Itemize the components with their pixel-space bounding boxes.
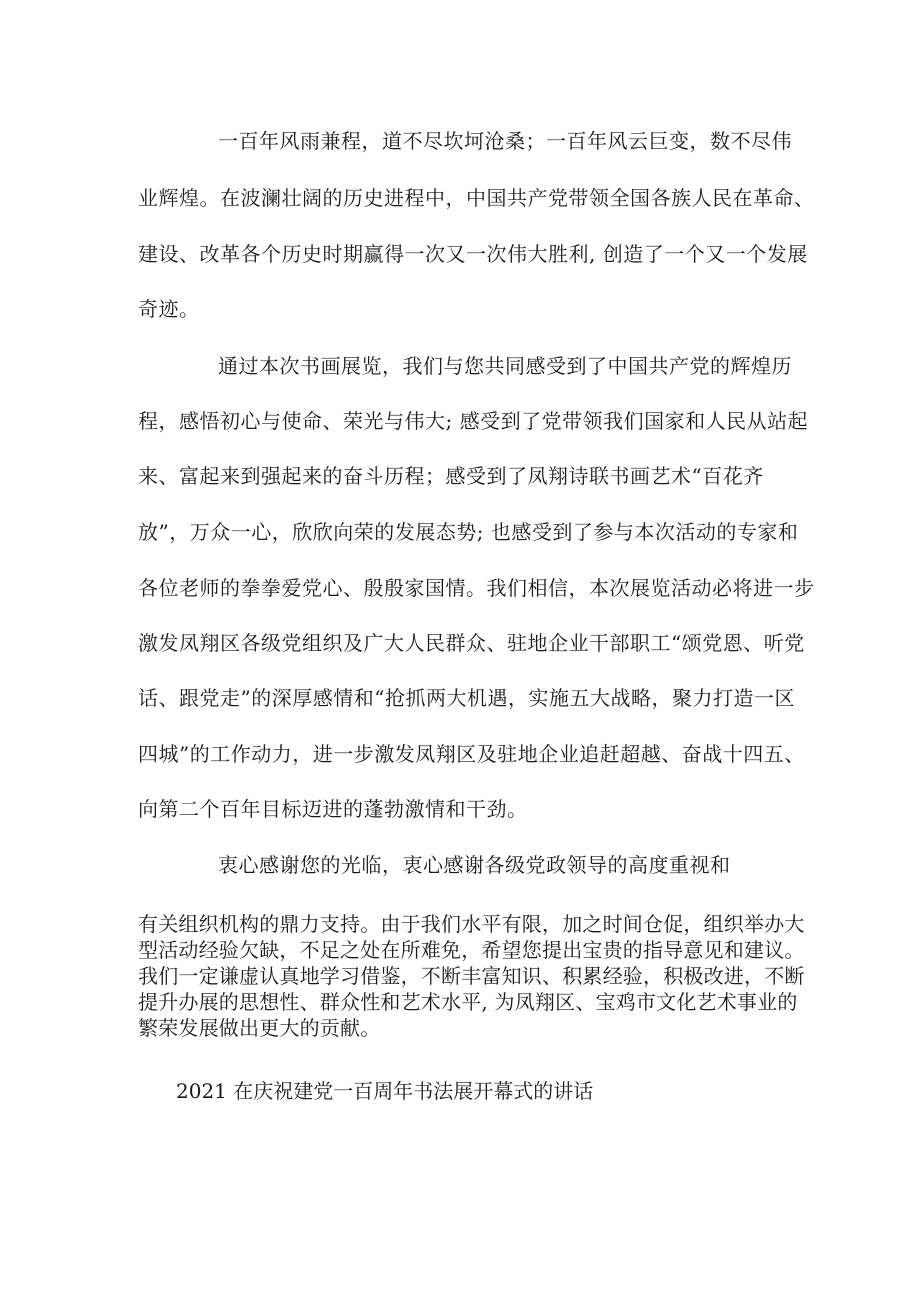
paragraph-2-line-5: 各位老师的拳拳爱党心、殷殷家国情。我们相信，本次展览活动必将进一步	[138, 576, 815, 600]
paragraph-2-line-1: 通过本次书画展览，我们与您共同感受到了中国共产党的辉煌历	[218, 354, 792, 378]
paragraph-2-line-8: 四城”的工作动力，进一步激发凤翔区及驻地企业追赶超越、奋战十四五、	[138, 742, 805, 766]
paragraph-1-line-3: 建设、改革各个历史时期赢得一次又一次伟大胜利, 创造了一个又一个发展	[138, 242, 808, 266]
paragraph-4-line-3: 我们一定谦虚认真地学习借鉴，不断丰富知识、积累经验，积极改进，不断	[138, 964, 805, 988]
speech-title: 2021 在庆祝建党一百周年书法展开幕式的讲话	[176, 1079, 594, 1103]
paragraph-4-line-2: 型活动经验欠缺，不足之处在所难免，希望您提出宝贵的指导意见和建议。	[138, 938, 805, 962]
paragraph-2-line-9: 向第二个百年目标迈进的蓬勃激情和干劲。	[138, 797, 528, 821]
paragraph-3-line-1: 衷心感谢您的光临，衷心感谢各级党政领导的高度重视和	[218, 853, 731, 877]
paragraph-4-line-4: 提升办展的思想性、群众性和艺术水平, 为凤翔区、宝鸡市文化艺术事业的	[138, 990, 798, 1014]
paragraph-2-line-2: 程，感悟初心与使命、荣光与伟大; 感受到了党带领我们国家和人民从站起	[138, 409, 809, 433]
paragraph-2-line-6: 激发凤翔区各级党组织及广大人民群众、驻地企业干部职工“颂党恩、听党	[138, 631, 805, 655]
paragraph-4-line-1: 有关组织机构的鼎力支持。由于我们水平有限，加之时间仓促，组织举办大	[138, 912, 805, 936]
paragraph-1-line-4: 奇迹。	[138, 297, 200, 321]
paragraph-2-line-3: 来、富起来到强起来的奋斗历程；感受到了凤翔诗联书画艺术“百花齐	[138, 464, 764, 488]
paragraph-1-line-2: 业辉煌。在波澜壮阔的历史进程中，中国共产党带领全国各族人民在革命、	[138, 186, 815, 210]
paragraph-1-line-1: 一百年风雨兼程，道不尽坎坷沧桑；一百年风云巨变，数不尽伟	[218, 129, 792, 153]
paragraph-4-line-5: 繁荣发展做出更大的贡献。	[138, 1016, 381, 1040]
paragraph-2-line-7: 话、跟党走”的深厚感情和“抢抓两大机遇，实施五大战略，聚力打造一区	[138, 686, 795, 710]
paragraph-2-line-4: 放”，万众一心，欣欣向荣的发展态势; 也感受到了参与本次活动的专家和	[138, 520, 799, 544]
